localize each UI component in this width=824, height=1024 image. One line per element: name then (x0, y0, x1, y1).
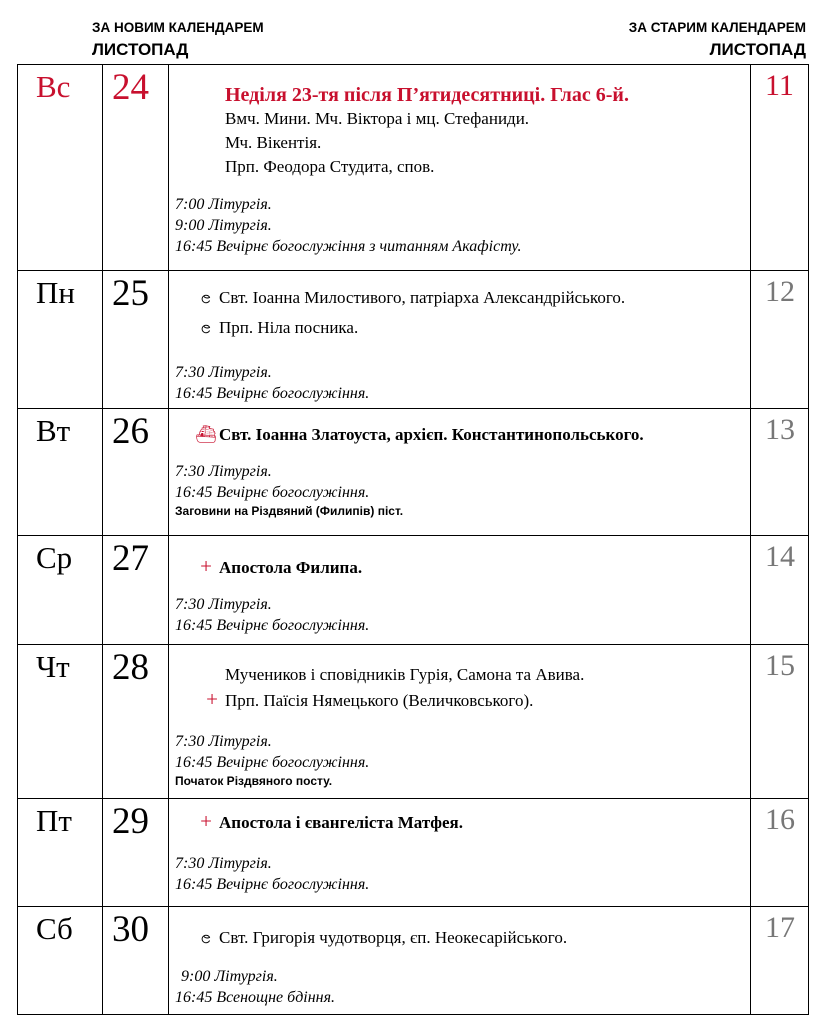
service-time: 9:00 Літургія. (175, 217, 272, 234)
calendar-row-friday (18, 799, 809, 907)
service-time: 16:45 Вечірнє богослужіння. (175, 876, 370, 893)
service-time: 7:00 Літургія. (175, 196, 272, 213)
weekday: Пт (36, 803, 72, 838)
feast-line: Прп. Паїсія Нямецького (Величковського). (225, 691, 534, 710)
feast-line: Апостола і євангеліста Матфея. (219, 813, 463, 832)
weekday: Вт (36, 413, 71, 448)
service-time: 16:45 Всенощне бдіння. (175, 989, 336, 1006)
calendar-row-saturday (18, 907, 809, 1015)
service-time: 16:45 Вечірнє богослужіння з читанням Акафісту. (175, 238, 522, 255)
service-time: 7:30 Літургія. (175, 596, 272, 613)
old-calendar-day: 14 (765, 540, 795, 573)
day-number: 24 (112, 67, 149, 108)
service-time: 16:45 Вечірнє богослужіння. (175, 617, 370, 634)
weekday: Чт (36, 649, 70, 684)
day-number: 25 (112, 273, 149, 314)
feast-title: Неділя 23-тя після П’ятидесятниці. Глас 6-й. (225, 84, 629, 106)
new-calendar-label: ЗА НОВИМ КАЛЕНДАРЕМ (92, 20, 264, 35)
old-calendar-day: 16 (765, 803, 795, 836)
calendar-row-monday (18, 271, 809, 409)
calendar-row-thursday (18, 645, 809, 799)
feast-line: Свт. Іоанна Милостивого, патріарха Александрійського. (219, 288, 626, 307)
feast-line: Прп. Феодора Студита, спов. (225, 157, 435, 176)
cross-icon: + (200, 809, 212, 833)
service-time: 16:45 Вечірнє богослужіння. (175, 385, 370, 402)
old-calendar-day: 11 (765, 69, 794, 102)
anchor-icon: ⛴ (195, 425, 217, 444)
polyeleos-icon: ၔ (200, 286, 212, 308)
service-time: 16:45 Вечірнє богослужіння. (175, 754, 370, 771)
weekday: Вс (36, 69, 71, 104)
fast-note: Заговини на Різдвяний (Филипів) піст. (175, 504, 404, 518)
old-calendar-day: 17 (765, 911, 795, 944)
feast-line: Мучеников і сповідників Гурія, Самона та Авива. (225, 665, 585, 684)
service-time: 16:45 Вечірнє богослужіння. (175, 484, 370, 501)
service-time: 9:00 Літургія. (181, 968, 278, 985)
old-calendar-day: 12 (765, 275, 795, 308)
feast-line: Вмч. Мини. Мч. Віктора і мц. Стефаниди. (225, 109, 530, 128)
service-time: 7:30 Літургія. (175, 855, 272, 872)
feast-line: Мч. Вікентія. (225, 133, 322, 152)
old-calendar-day: 13 (765, 413, 795, 446)
polyeleos-icon: ၔ (200, 316, 212, 338)
old-calendar-day: 15 (765, 649, 795, 682)
feast-line: Свт. Григорія чудотворця, єп. Неокесарійського. (219, 928, 568, 947)
feast-line: Апостола Филипа. (219, 558, 363, 577)
day-number: 28 (112, 647, 149, 688)
feast-line: Свт. Іоанна Златоуста, архієп. Константинопольського. (219, 425, 644, 444)
feast-line: Прп. Ніла посника. (219, 318, 359, 337)
polyeleos-icon: ၔ (200, 926, 212, 948)
day-number: 30 (112, 909, 149, 950)
day-number: 29 (112, 801, 149, 842)
fast-note: Початок Різдвяного посту. (175, 774, 333, 788)
calendar-row-wednesday (18, 536, 809, 645)
new-calendar-month: ЛИСТОПАД (92, 40, 189, 59)
weekday: Сб (36, 911, 73, 946)
calendar-row-sunday (18, 65, 809, 271)
old-calendar-month: ЛИСТОПАД (709, 40, 806, 59)
weekday: Пн (36, 275, 75, 310)
day-number: 27 (112, 538, 149, 579)
weekday: Ср (36, 540, 73, 575)
old-calendar-label: ЗА СТАРИМ КАЛЕНДАРЕМ (628, 20, 806, 35)
cross-icon: + (200, 554, 212, 578)
day-number: 26 (112, 411, 149, 452)
calendar-row-tuesday (18, 409, 809, 536)
calendar-table (17, 64, 809, 1015)
service-time: 7:30 Літургія. (175, 463, 272, 480)
cross-icon: + (206, 687, 218, 711)
service-time: 7:30 Літургія. (175, 364, 272, 381)
service-time: 7:30 Літургія. (175, 733, 272, 750)
